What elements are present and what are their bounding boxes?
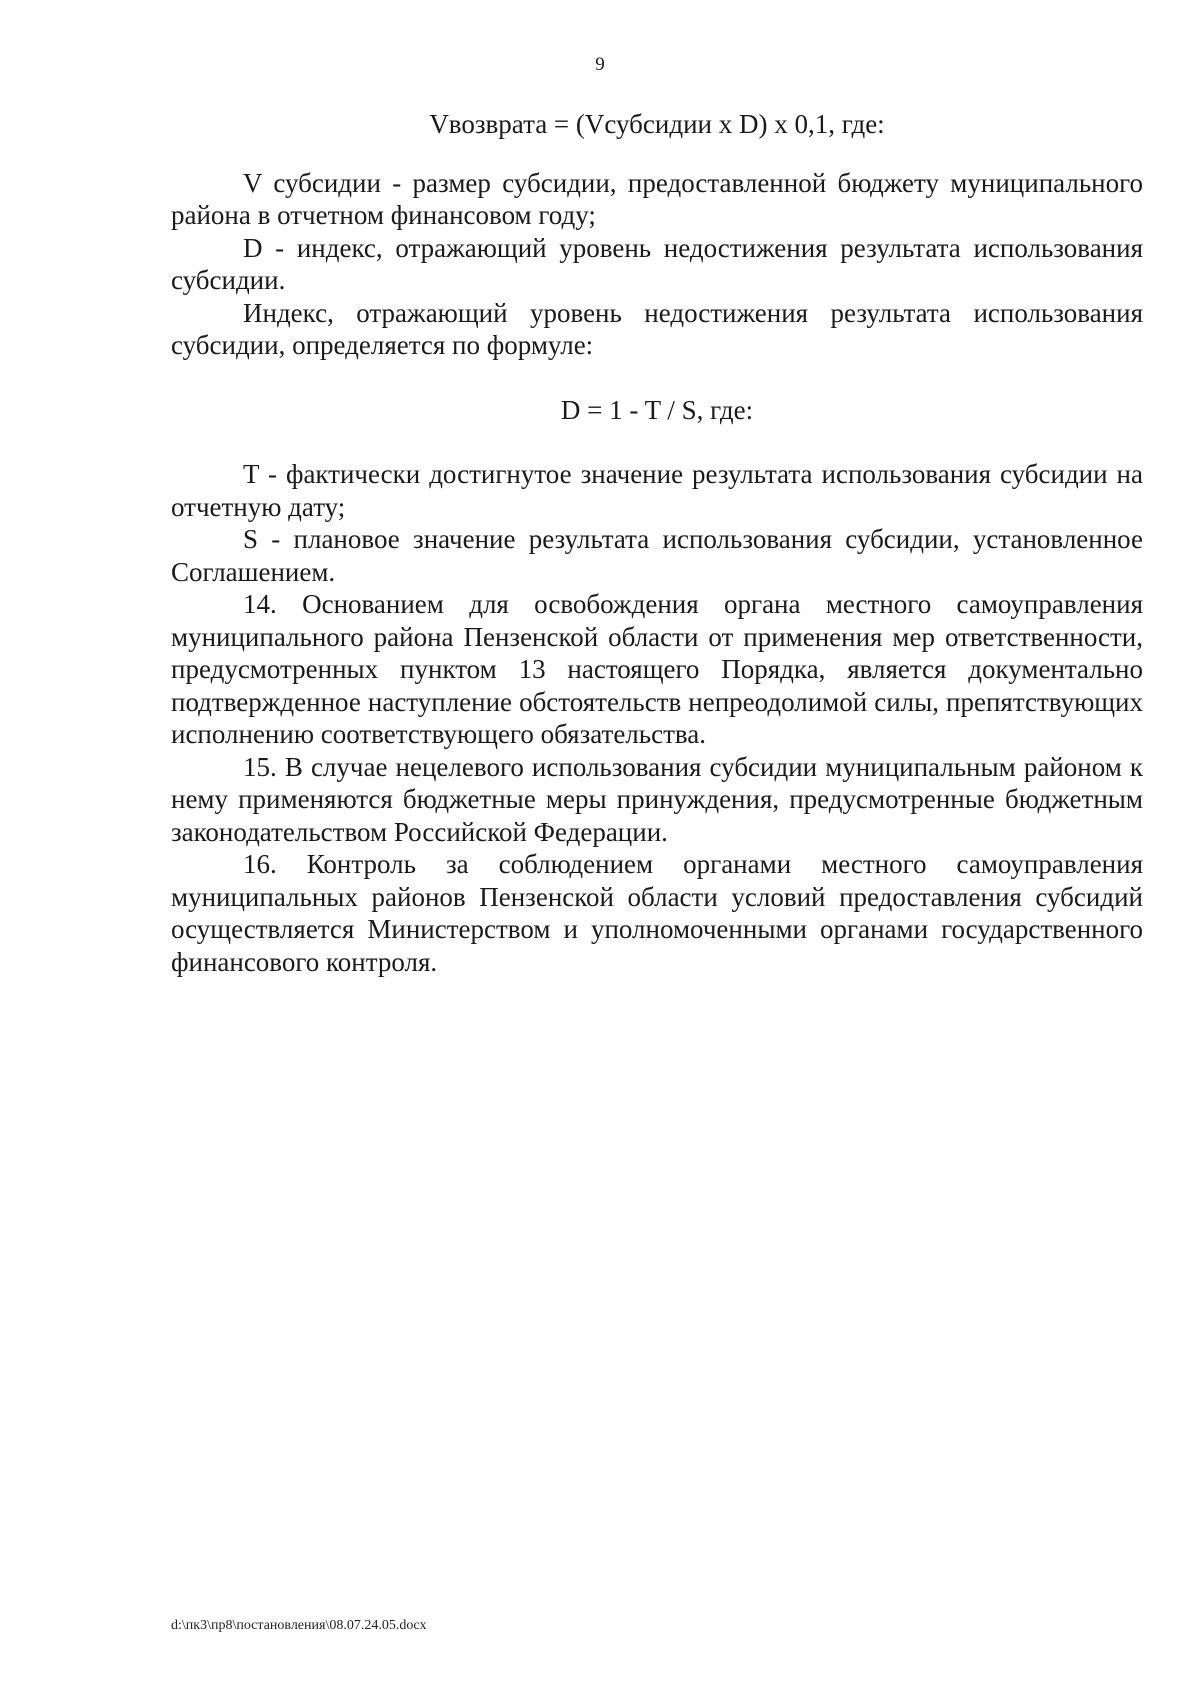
paragraph-16: 16. Контроль за соблюдением органами местного самоуправления муниципальных районов Пензенской области условий предоставления субсидий осуществляется Министерством и уполномоченными органами государственного финансового контроля. <box>171 849 1143 977</box>
paragraph-d-index: D - индекс, отражающий уровень недостижения результата использования субсидии. <box>171 232 1143 295</box>
paragraph-14: 14. Основанием для освобождения органа местного самоуправления муниципального района Пензенской области от применения мер ответственности, предусмотренных пунктом 13 настоящего Порядка, является документально подтвержденное наступление обстоятельств непреодолимой силы, препятствующих исполнению соответствующего обязательства. <box>171 589 1143 749</box>
paragraph-v-subsidy: V субсидии - размер субсидии, предоставленной бюджету муниципального района в отчетном финансовом году; <box>171 167 1143 230</box>
footer-file-path: d:\пк3\пр8\постановления\08.07.24.05.docx <box>171 1618 427 1633</box>
paragraph-15: 15. В случае нецелевого использования субсидии муниципальным районом к нему применяются бюджетные меры принуждения, предусмотренные бюджетным законодательством Российской Федерации. <box>171 751 1143 847</box>
paragraph-s-planned: S - плановое значение результата использования субсидии, установленное Соглашением. <box>171 524 1143 587</box>
document-body <box>171 108 1143 978</box>
formula-refund: Vвозврата = (Vсубсидии x D) x 0,1, где: <box>429 109 885 139</box>
paragraph-index-definition: Индекс, отражающий уровень недостижения результата использования субсидии, определяется по формуле: <box>171 297 1143 360</box>
paragraph-t-actual: T - фактически достигнутое значение результата использования субсидии на отчетную дату; <box>171 459 1143 522</box>
formula-index: D = 1 - T / S, где: <box>560 394 754 425</box>
page-number: 9 <box>595 54 605 75</box>
